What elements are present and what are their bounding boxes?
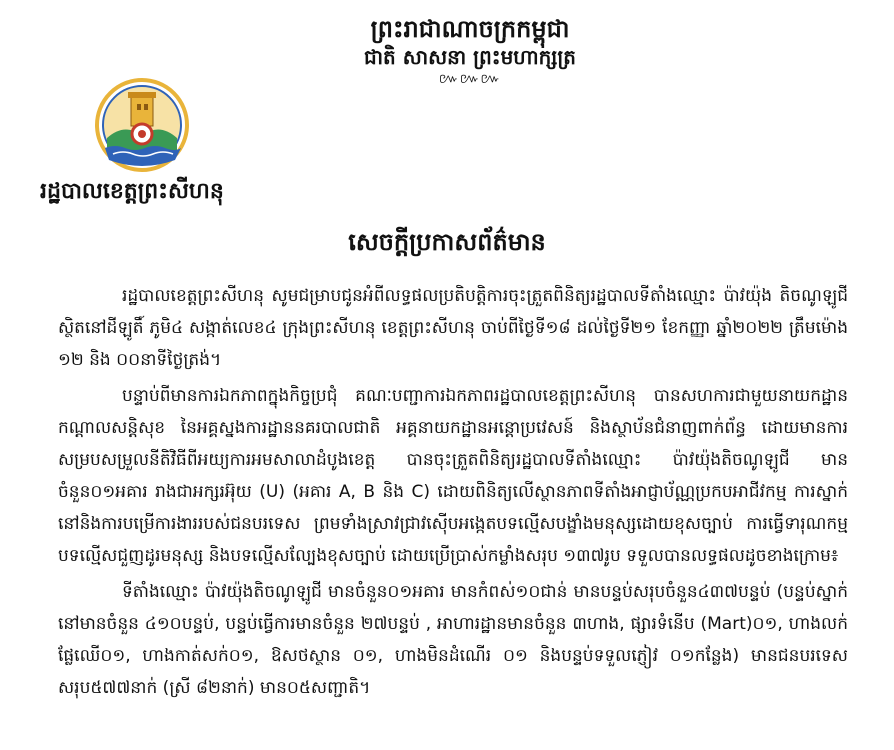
national-motto: ជាតិ សាសនា ព្រះមហាក្សត្រ (364, 45, 576, 69)
paragraph: រដ្ឋបាលខេត្តព្រះសីហនុ សូមជម្រាបជូនអំពីលទ្ធផលប្រតិបត្តិការចុះត្រួតពិនិត្យរដ្ឋបាលទីតាំងឈ្មោះ ប៉ាវយ៉ុង តិចណូឡូជី ស្ថិតនៅដីឡូតិ៍ ភូមិ៤ សង្កាត់លេខ៤ ក្រុងព្រះសីហនុ ខេត្តព្រះសីហនុ ចាប់ពីថ្ងៃទី១៨ ដល់ថ្ងៃទី២១ ខែកញ្ញា ឆ្នាំ២០២២ ត្រឹមម៉ោង ១២ និង ០០នាទីថ្ងៃត្រង់។ (58, 286, 848, 370)
paragraph: បន្ទាប់ពីមានការឯកភាពក្នុងកិច្ចប្រជុំ គណៈបញ្ជាការឯកភាពរដ្ឋបាលខេត្តព្រះសីហនុ បានសហការជាមួយនាយកដ្ឋានកណ្តាលសន្តិសុខ នៃអគ្គស្នងការដ្ឋាននគរបាលជាតិ អគ្គនាយកដ្ឋានអន្តោប្រវេសន៍ និងស្ថាប័នជំនាញពាក់ព័ន្ធ ដោយមានការសម្របសម្រួលនីតិវិធីពីអយ្យការអមសាលាដំបូងខេត្ត បានចុះត្រួតពិនិត្យរដ្ឋបាលទីតាំងឈ្មោះ ប៉ាវយ៉ុងតិចណូឡូជី មានចំនួន០១អគារ រាងជាអក្សរអ៊ុយ (U) (អគារ A, B និង C) ដោយពិនិត្យលើស្ថានភាពទីតាំងអាជ្ញាប័ណ្ណប្រកបអាជីវកម្ម ការស្នាក់នៅនិងការបម្រើការងាររបស់ជនបរទេស ព្រមទាំងស្រាវជ្រាវស៊ើបអង្កេតបទល្មើសបង្ខាំងមនុស្សដោយខុសច្បាប់ ការធ្វើទារុណកម្ម បទល្មើសជួញដូរមនុស្ស និងបទល្មើសល្បែងខុសច្បាប់ ដោយប្រើប្រាស់កម្លាំងសរុប ១៣៧រូប ទទួលបានលទ្ធផលដូចខាងក្រោម៖ (58, 386, 848, 566)
document-body (58, 280, 848, 708)
header-ornament: ៚៚៚ (438, 71, 502, 87)
kingdom-header (340, 14, 600, 88)
sender-name: រដ្ឋបាលខេត្តព្រះសីហនុ (40, 179, 224, 204)
paragraph: ទីតាំងឈ្មោះ ប៉ាវយ៉ុងតិចណូឡូជី មានចំនួន០១អគារ មានកំពស់១០ជាន់ មានបន្ទប់សរុបចំនួន៤៣៧បន្ទប់ (បន្ទប់ស្នាក់នៅមានចំនួន ៤១០បន្ទប់, បន្ទប់ធ្វើការមានចំនួន ២៧បន្ទប់ , អាហារដ្ឋានមានចំនួន ៣ហាង, ផ្សារទំនើប (Mart)០១, ហាងលក់ផ្លែឈើ០១, ហាងកាត់សក់០១, ឱសថស្ថាន ០១, ហាងមិនដំណើរ ០១ និងបន្ទប់ទទួលភ្ញៀវ ០១កន្លែង) មានជនបរទេសសរុប៥៧៧នាក់ (ស្រី ៨២នាក់) មាន០៥សញ្ជាតិ។ (58, 582, 848, 698)
kingdom-name: ព្រះរាជាណាចក្រកម្ពុជា (370, 15, 570, 43)
document-title: សេចក្តីប្រកាសព័ត៌មាន (348, 228, 546, 256)
provincial-emblem-icon (95, 78, 189, 172)
